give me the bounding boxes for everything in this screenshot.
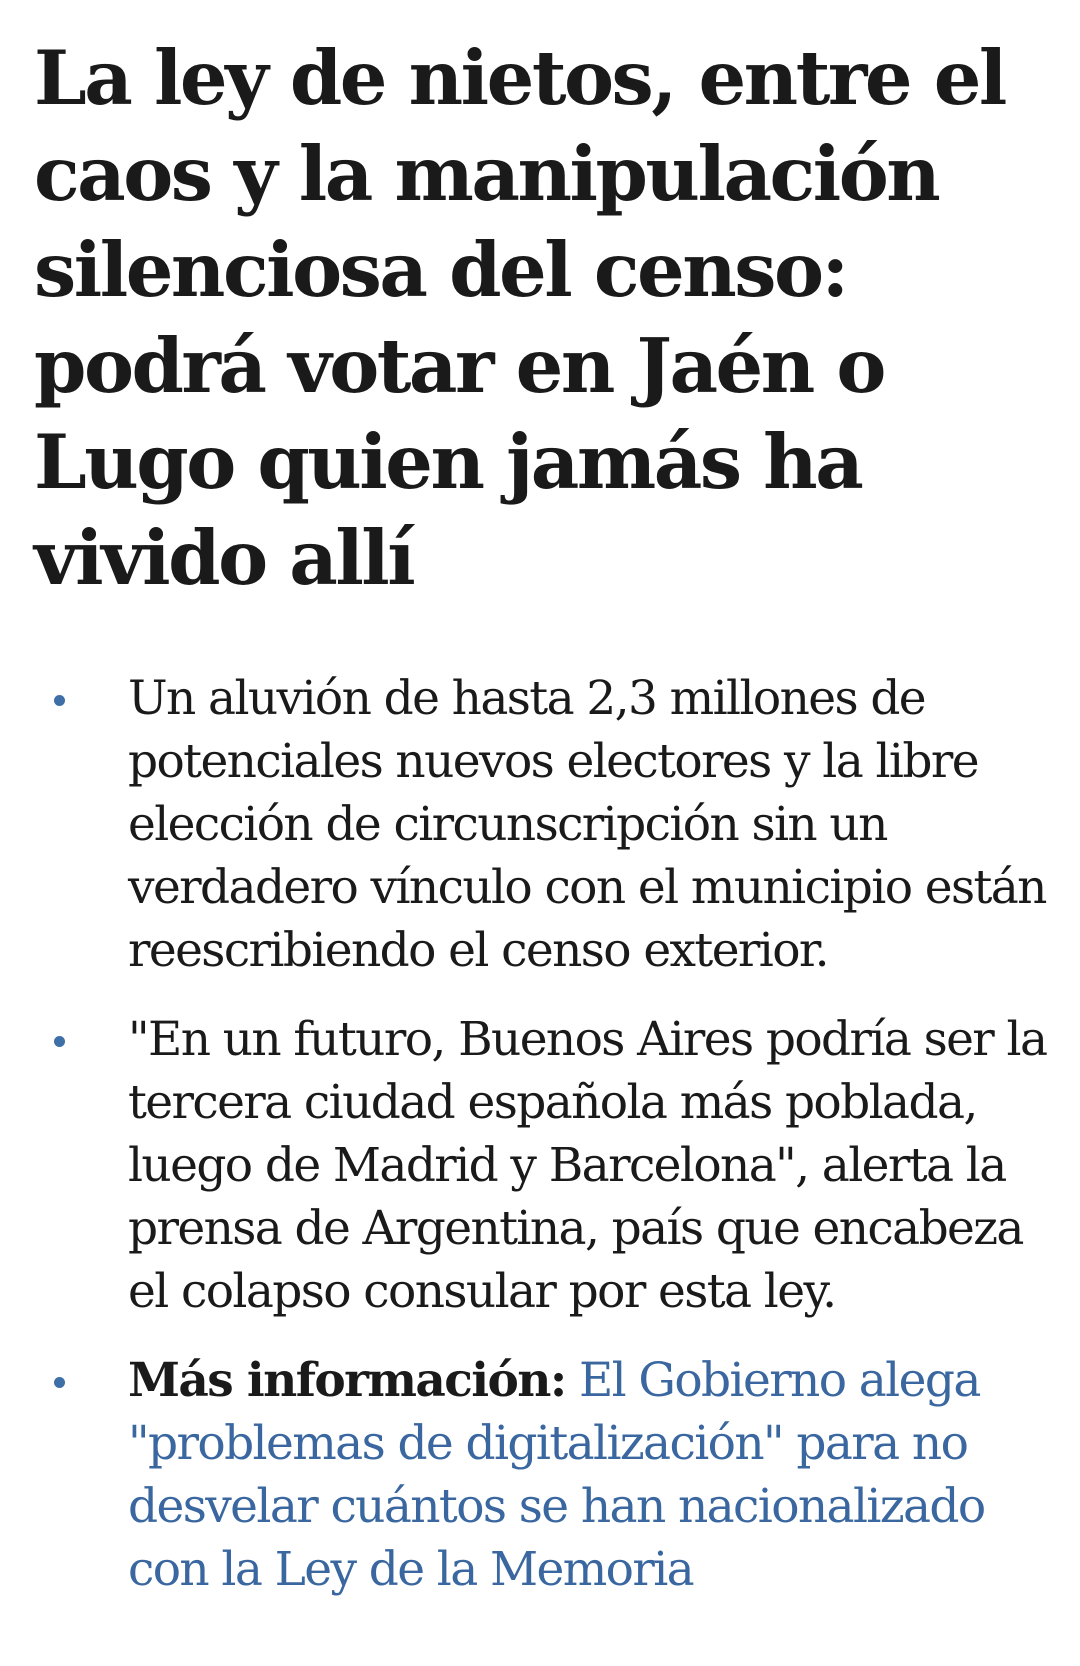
more-info-link[interactable]: El Gobierno alega "problemas de digitalización" para no desvelar cuántos se han nacionalizado con la Ley de la Memoria (128, 1353, 985, 1597)
summary-bullet-1 (34, 667, 1054, 982)
summary-bullet-2 (34, 1008, 1054, 1323)
bullet-dot-icon (54, 695, 65, 706)
summary-bullet-list (34, 667, 1054, 1627)
more-info-bullet (34, 1349, 1054, 1601)
bullet-dot-icon (54, 1036, 65, 1047)
summary-bullet-text: Un aluvión de hasta 2,3 millones de potenciales nuevos electores y la libre elección de circunscripción sin un verdadero vínculo con el municipio están reescribiendo el censo exterior. (128, 671, 1046, 978)
bullet-dot-icon (54, 1377, 65, 1388)
article-headline: La ley de nietos, entre el caos y la manipulación silenciosa del censo: podrá votar en Jaén o Lugo quien jamás ha vivido allí (34, 34, 1005, 602)
article (34, 30, 1054, 1597)
more-info-label: Más información: (128, 1353, 566, 1408)
summary-bullet-text: "En un futuro, Buenos Aires podría ser la tercera ciudad española más poblada, luego de Madrid y Barcelona", alerta la prensa de Argentina, país que encabeza el colapso consular por esta ley. (128, 1012, 1047, 1319)
